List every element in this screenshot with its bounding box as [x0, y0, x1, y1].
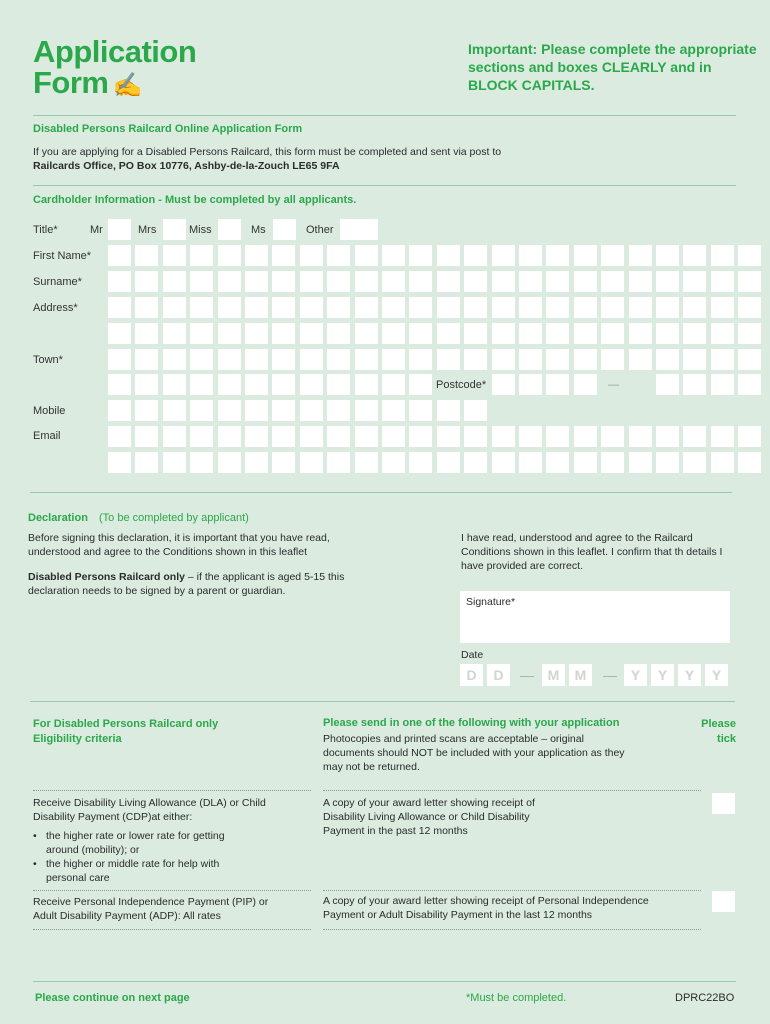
intro-text: If you are applying for a Disabled Persons Railcard, this form must be completed and sent via post to — [33, 146, 502, 158]
address-line-4-char-box[interactable] — [272, 374, 295, 395]
address-line-1-char-box[interactable] — [245, 297, 268, 318]
address-line-4-char-box[interactable] — [327, 374, 350, 395]
town-char-box[interactable] — [546, 349, 569, 370]
title-option-miss: Miss — [189, 224, 212, 236]
email-line-2-char-box[interactable] — [190, 452, 213, 473]
mobile-char-box[interactable] — [218, 400, 241, 421]
surname-char-box[interactable] — [437, 271, 460, 292]
mobile-char-box[interactable] — [190, 400, 213, 421]
divider — [33, 981, 736, 982]
declaration-title — [28, 512, 249, 524]
date-day-1[interactable]: D — [460, 664, 483, 686]
divider — [323, 890, 701, 891]
address-line-2-char-box[interactable] — [108, 323, 131, 344]
declaration-heading: Declaration — [28, 512, 88, 524]
declaration-only-text: – if the applicant is aged 5-15 this declaration needs to be signed by a parent or guardian. — [28, 571, 345, 597]
address-line-4-char-box[interactable] — [355, 374, 378, 395]
email-line-2-char-box[interactable] — [245, 452, 268, 473]
first-name-char-box[interactable] — [327, 245, 350, 266]
email-line-2-char-box[interactable] — [409, 452, 432, 473]
first-name-char-box[interactable] — [574, 245, 597, 266]
address-line-4-char-box[interactable] — [409, 374, 432, 395]
address-line-1-char-box[interactable] — [135, 297, 158, 318]
address-line-2-char-box[interactable] — [355, 323, 378, 344]
address-line-2-char-box[interactable] — [711, 323, 734, 344]
address-line-1-char-box[interactable] — [464, 297, 487, 318]
date-separator: — — [520, 667, 534, 683]
email-line-2-char-box[interactable] — [546, 452, 569, 473]
town-char-box[interactable] — [437, 349, 460, 370]
town-char-box[interactable] — [327, 349, 350, 370]
eligibility-heading — [33, 717, 218, 747]
address-line-1-char-box[interactable] — [272, 297, 295, 318]
town-char-box[interactable] — [272, 349, 295, 370]
mobile-char-box[interactable] — [245, 400, 268, 421]
surname-char-box[interactable] — [300, 271, 323, 292]
mobile-char-box[interactable] — [163, 400, 186, 421]
town-char-box[interactable] — [574, 349, 597, 370]
address-line-2-char-box[interactable] — [382, 323, 405, 344]
tick-heading-line1: Please — [701, 718, 736, 730]
town-char-box[interactable] — [108, 349, 131, 370]
mobile-char-box[interactable] — [382, 400, 405, 421]
surname-char-box[interactable] — [656, 271, 679, 292]
first-name-label: First Name* — [33, 250, 92, 262]
surname-char-box[interactable] — [711, 271, 734, 292]
first-name-char-box[interactable] — [409, 245, 432, 266]
email-line-1-char-box[interactable] — [683, 426, 706, 447]
address-line-2-char-box[interactable] — [519, 323, 542, 344]
declaration-right-text: I have read, understood and agree to the Railcard Conditions shown in this leaflet. I confirm that th details I have provided are correct. — [461, 532, 723, 572]
continue-note: Please continue on next page — [35, 992, 190, 1004]
town-char-box[interactable] — [711, 349, 734, 370]
address-line-4-char-box[interactable] — [108, 374, 131, 395]
address-line-4-char-box[interactable] — [245, 374, 268, 395]
address-line-1-char-box[interactable] — [492, 297, 515, 318]
email-line-2-char-box[interactable] — [437, 452, 460, 473]
email-line-2-char-box[interactable] — [629, 452, 652, 473]
date-month-2[interactable]: M — [569, 664, 592, 686]
address-line-1-char-box[interactable] — [546, 297, 569, 318]
address-line-1-char-box[interactable] — [574, 297, 597, 318]
first-name-char-box[interactable] — [272, 245, 295, 266]
address-line-2-char-box[interactable] — [437, 323, 460, 344]
address-line-1-char-box[interactable] — [683, 297, 706, 318]
email-line-2-char-box[interactable] — [574, 452, 597, 473]
title-miss-checkbox[interactable] — [218, 219, 241, 240]
town-char-box[interactable] — [629, 349, 652, 370]
divider — [30, 492, 732, 493]
first-name-char-box[interactable] — [300, 245, 323, 266]
first-name-char-box[interactable] — [656, 245, 679, 266]
email-line-2-char-box[interactable] — [492, 452, 515, 473]
address-line-1-char-box[interactable] — [108, 297, 131, 318]
date-label: Date — [461, 649, 484, 661]
postcode-inward-char-box[interactable] — [683, 374, 706, 395]
town-char-box[interactable] — [601, 349, 624, 370]
email-line-1-char-box[interactable] — [546, 426, 569, 447]
tick-box-pip[interactable] — [712, 891, 735, 912]
town-char-box[interactable] — [492, 349, 515, 370]
address-line-4-char-box[interactable] — [300, 374, 323, 395]
address-line-4-char-box[interactable] — [382, 374, 405, 395]
email-line-2-char-box[interactable] — [163, 452, 186, 473]
email-line-2-char-box[interactable] — [464, 452, 487, 473]
address-line-1-char-box[interactable] — [409, 297, 432, 318]
email-line-1-char-box[interactable] — [245, 426, 268, 447]
surname-char-box[interactable] — [218, 271, 241, 292]
email-line-2-char-box[interactable] — [108, 452, 131, 473]
surname-char-box[interactable] — [738, 271, 761, 292]
email-line-1-char-box[interactable] — [135, 426, 158, 447]
address-label: Address* — [33, 302, 78, 314]
surname-char-box[interactable] — [629, 271, 652, 292]
signature-label: Signature* — [466, 596, 516, 608]
title-label: Title* — [33, 224, 58, 236]
address-line-2-char-box[interactable] — [190, 323, 213, 344]
first-name-char-box[interactable] — [738, 245, 761, 266]
email-line-1-char-box[interactable] — [437, 426, 460, 447]
address-line-1-char-box[interactable] — [218, 297, 241, 318]
date-day-2[interactable]: D — [487, 664, 510, 686]
email-line-1-char-box[interactable] — [629, 426, 652, 447]
email-line-1-char-box[interactable] — [163, 426, 186, 447]
document-dla: A copy of your award letter showing receipt of Disability Living Allowance or Child Disability Payment in the past 12 months — [323, 797, 535, 837]
address-line-1-char-box[interactable] — [190, 297, 213, 318]
town-char-box[interactable] — [409, 349, 432, 370]
surname-char-box[interactable] — [382, 271, 405, 292]
address-line-2-char-box[interactable] — [218, 323, 241, 344]
title-mr-checkbox[interactable] — [108, 219, 131, 240]
mobile-char-box[interactable] — [327, 400, 350, 421]
postcode-inward-char-box[interactable] — [711, 374, 734, 395]
town-char-box[interactable] — [218, 349, 241, 370]
surname-char-box[interactable] — [601, 271, 624, 292]
documents-note: Photocopies and printed scans are acceptable – original documents should NOT be included with your application as they may not be returned. — [323, 733, 625, 773]
title-option-ms: Ms — [251, 224, 266, 236]
required-note: *Must be completed. — [466, 992, 567, 1004]
surname-char-box[interactable] — [272, 271, 295, 292]
postcode-char-box[interactable] — [492, 374, 515, 395]
email-line-2-char-box[interactable] — [218, 452, 241, 473]
address-line-1-char-box[interactable] — [300, 297, 323, 318]
email-line-2-char-box[interactable] — [738, 452, 761, 473]
address-line-1-char-box[interactable] — [437, 297, 460, 318]
surname-char-box[interactable] — [574, 271, 597, 292]
town-char-box[interactable] — [135, 349, 158, 370]
email-label: Email — [33, 430, 61, 442]
first-name-char-box[interactable] — [218, 245, 241, 266]
email-line-1-char-box[interactable] — [190, 426, 213, 447]
list-item: • the higher or middle rate for help with personal care — [33, 857, 233, 885]
surname-char-box[interactable] — [245, 271, 268, 292]
declaration-left-text: Before signing this declaration, it is important that you have read, understood and agree to the Conditions shown in this leaflet — [28, 532, 330, 558]
surname-char-box[interactable] — [409, 271, 432, 292]
mobile-char-box[interactable] — [108, 400, 131, 421]
town-char-box[interactable] — [355, 349, 378, 370]
eligibility-heading-line1: For Disabled Persons Railcard only — [33, 718, 219, 730]
postcode-inward-char-box[interactable] — [738, 374, 761, 395]
address-line-2-char-box[interactable] — [135, 323, 158, 344]
address-line-1-char-box[interactable] — [382, 297, 405, 318]
divider — [33, 890, 311, 891]
first-name-char-box[interactable] — [245, 245, 268, 266]
first-name-char-box[interactable] — [437, 245, 460, 266]
signature-box[interactable] — [460, 591, 730, 643]
tick-heading-line2: tick — [717, 733, 736, 745]
postcode-char-box[interactable] — [546, 374, 569, 395]
address-line-2-char-box[interactable] — [492, 323, 515, 344]
address-line-4-char-box[interactable] — [190, 374, 213, 395]
title-line2: Form — [33, 65, 109, 100]
address-line-4-char-box[interactable] — [218, 374, 241, 395]
title-option-mrs: Mrs — [138, 224, 157, 236]
address-line-4-char-box[interactable] — [135, 374, 158, 395]
postcode-label: Postcode* — [436, 379, 487, 391]
email-line-1-char-box[interactable] — [300, 426, 323, 447]
town-char-box[interactable] — [190, 349, 213, 370]
address-line-2-char-box[interactable] — [683, 323, 706, 344]
address-line-2-char-box[interactable] — [574, 323, 597, 344]
first-name-char-box[interactable] — [683, 245, 706, 266]
first-name-char-box[interactable] — [629, 245, 652, 266]
postcode-char-box[interactable] — [519, 374, 542, 395]
town-char-box[interactable] — [382, 349, 405, 370]
mobile-char-box[interactable] — [409, 400, 432, 421]
declaration-subheading: (To be completed by applicant) — [98, 512, 249, 524]
email-line-2-char-box[interactable] — [272, 452, 295, 473]
title-option-mr: Mr — [90, 224, 103, 236]
declaration-age-note — [28, 570, 368, 598]
email-line-1-char-box[interactable] — [218, 426, 241, 447]
surname-char-box[interactable] — [108, 271, 131, 292]
mobile-char-box[interactable] — [272, 400, 295, 421]
divider — [30, 701, 735, 702]
address-line-2-char-box[interactable] — [300, 323, 323, 344]
address-line-2-char-box[interactable] — [601, 323, 624, 344]
address-line-2-char-box[interactable] — [327, 323, 350, 344]
divider — [323, 790, 701, 791]
surname-char-box[interactable] — [492, 271, 515, 292]
address-line-2-char-box[interactable] — [272, 323, 295, 344]
address-line-2-char-box[interactable] — [409, 323, 432, 344]
email-line-2-char-box[interactable] — [656, 452, 679, 473]
first-name-char-box[interactable] — [492, 245, 515, 266]
address-line-4-char-box[interactable] — [163, 374, 186, 395]
divider — [33, 790, 311, 791]
surname-char-box[interactable] — [190, 271, 213, 292]
surname-char-box[interactable] — [355, 271, 378, 292]
mobile-label: Mobile — [33, 405, 66, 417]
first-name-char-box[interactable] — [163, 245, 186, 266]
first-name-char-box[interactable] — [108, 245, 131, 266]
address-line-1-char-box[interactable] — [327, 297, 350, 318]
cardholder-heading: Cardholder Information - Must be completed by all applicants. — [33, 194, 357, 206]
town-char-box[interactable] — [656, 349, 679, 370]
list-item: • the higher rate or lower rate for getting around (mobility); or — [33, 829, 233, 857]
criteria-dla: Receive Disability Living Allowance (DLA) or Child Disability Payment (CDP)at either: — [33, 797, 266, 823]
address-line-2-char-box[interactable] — [245, 323, 268, 344]
divider — [323, 929, 701, 930]
first-name-char-box[interactable] — [382, 245, 405, 266]
town-label: Town* — [33, 354, 63, 366]
email-line-2-char-box[interactable] — [711, 452, 734, 473]
surname-char-box[interactable] — [327, 271, 350, 292]
first-name-char-box[interactable] — [711, 245, 734, 266]
surname-char-box[interactable] — [464, 271, 487, 292]
email-line-1-char-box[interactable] — [464, 426, 487, 447]
intro-heading: Disabled Persons Railcard Online Application Form — [33, 123, 303, 135]
postcode-char-box[interactable] — [574, 374, 597, 395]
email-line-1-char-box[interactable] — [601, 426, 624, 447]
email-line-2-char-box[interactable] — [601, 452, 624, 473]
title-option-other: Other — [306, 224, 334, 236]
email-line-1-char-box[interactable] — [519, 426, 542, 447]
address-line-1-char-box[interactable] — [629, 297, 652, 318]
email-line-1-char-box[interactable] — [272, 426, 295, 447]
email-line-2-char-box[interactable] — [135, 452, 158, 473]
date-month-1[interactable]: M — [542, 664, 565, 686]
address-line-2-char-box[interactable] — [656, 323, 679, 344]
surname-label: Surname* — [33, 276, 82, 288]
email-line-1-char-box[interactable] — [574, 426, 597, 447]
first-name-char-box[interactable] — [464, 245, 487, 266]
first-name-char-box[interactable] — [519, 245, 542, 266]
email-line-1-char-box[interactable] — [492, 426, 515, 447]
mobile-char-box[interactable] — [355, 400, 378, 421]
email-line-1-char-box[interactable] — [108, 426, 131, 447]
address-line-2-char-box[interactable] — [163, 323, 186, 344]
first-name-char-box[interactable] — [546, 245, 569, 266]
form-title — [33, 36, 196, 101]
surname-char-box[interactable] — [519, 271, 542, 292]
address-line-1-char-box[interactable] — [711, 297, 734, 318]
important-notice: Important: Please complete the appropriate sections and boxes CLEARLY and in BLOCK CAPITALS. — [468, 41, 757, 93]
divider — [33, 929, 311, 930]
town-char-box[interactable] — [300, 349, 323, 370]
surname-char-box[interactable] — [546, 271, 569, 292]
address-line-2-char-box[interactable] — [464, 323, 487, 344]
intro-address: Railcards Office, PO Box 10776, Ashby-de-la-Zouch LE65 9FA — [33, 160, 340, 172]
town-char-box[interactable] — [683, 349, 706, 370]
title-line1: Application — [33, 34, 197, 69]
date-year-1[interactable]: Y — [624, 664, 647, 686]
criteria-pip: Receive Personal Independence Payment (PIP) or Adult Disability Payment (ADP): All rates — [33, 896, 269, 922]
town-char-box[interactable] — [245, 349, 268, 370]
address-line-2-char-box[interactable] — [738, 323, 761, 344]
address-line-1-char-box[interactable] — [163, 297, 186, 318]
mobile-char-box[interactable] — [300, 400, 323, 421]
document-pip: A copy of your award letter showing receipt of Personal Independence Payment or Adult Disability Payment in the last 12 months — [323, 895, 649, 921]
documents-heading: Please send in one of the following with your application — [323, 717, 620, 729]
first-name-char-box[interactable] — [135, 245, 158, 266]
divider — [33, 185, 736, 186]
email-line-1-char-box[interactable] — [738, 426, 761, 447]
address-line-1-char-box[interactable] — [738, 297, 761, 318]
email-line-1-char-box[interactable] — [711, 426, 734, 447]
date-year-4[interactable]: Y — [705, 664, 728, 686]
postcode-inward-char-box[interactable] — [656, 374, 679, 395]
surname-char-box[interactable] — [135, 271, 158, 292]
address-line-2-char-box[interactable] — [629, 323, 652, 344]
divider — [33, 115, 736, 116]
postcode-separator: — — [608, 379, 619, 391]
address-line-1-char-box[interactable] — [656, 297, 679, 318]
address-line-2-char-box[interactable] — [546, 323, 569, 344]
email-line-2-char-box[interactable] — [683, 452, 706, 473]
email-line-1-char-box[interactable] — [409, 426, 432, 447]
writing-hand-icon: ✍ — [112, 72, 142, 99]
form-code: DPRC22BO — [675, 992, 735, 1004]
first-name-char-box[interactable] — [190, 245, 213, 266]
tick-box-dla[interactable] — [712, 793, 735, 814]
first-name-char-box[interactable] — [355, 245, 378, 266]
email-line-1-char-box[interactable] — [382, 426, 405, 447]
town-char-box[interactable] — [738, 349, 761, 370]
address-line-1-char-box[interactable] — [601, 297, 624, 318]
email-line-2-char-box[interactable] — [355, 452, 378, 473]
mobile-char-box[interactable] — [437, 400, 460, 421]
mobile-char-box[interactable] — [464, 400, 487, 421]
declaration-only-bold: Disabled Persons Railcard only — [28, 571, 185, 583]
title-ms-checkbox[interactable] — [273, 219, 296, 240]
town-char-box[interactable] — [519, 349, 542, 370]
email-line-2-char-box[interactable] — [327, 452, 350, 473]
town-char-box[interactable] — [163, 349, 186, 370]
criteria-dla-bullets — [33, 829, 233, 885]
mobile-char-box[interactable] — [135, 400, 158, 421]
date-year-2[interactable]: Y — [651, 664, 674, 686]
email-line-2-char-box[interactable] — [519, 452, 542, 473]
title-mrs-checkbox[interactable] — [163, 219, 186, 240]
surname-char-box[interactable] — [163, 271, 186, 292]
town-char-box[interactable] — [464, 349, 487, 370]
email-line-2-char-box[interactable] — [382, 452, 405, 473]
eligibility-heading-line2: Eligibility criteria — [33, 733, 122, 745]
date-separator: — — [603, 667, 617, 683]
email-line-1-char-box[interactable] — [656, 426, 679, 447]
address-line-1-char-box[interactable] — [355, 297, 378, 318]
tick-heading — [680, 717, 736, 747]
title-other-field[interactable] — [340, 219, 378, 240]
email-line-2-char-box[interactable] — [300, 452, 323, 473]
email-line-1-char-box[interactable] — [355, 426, 378, 447]
email-line-1-char-box[interactable] — [327, 426, 350, 447]
date-year-3[interactable]: Y — [678, 664, 701, 686]
first-name-char-box[interactable] — [601, 245, 624, 266]
surname-char-box[interactable] — [683, 271, 706, 292]
address-line-1-char-box[interactable] — [519, 297, 542, 318]
